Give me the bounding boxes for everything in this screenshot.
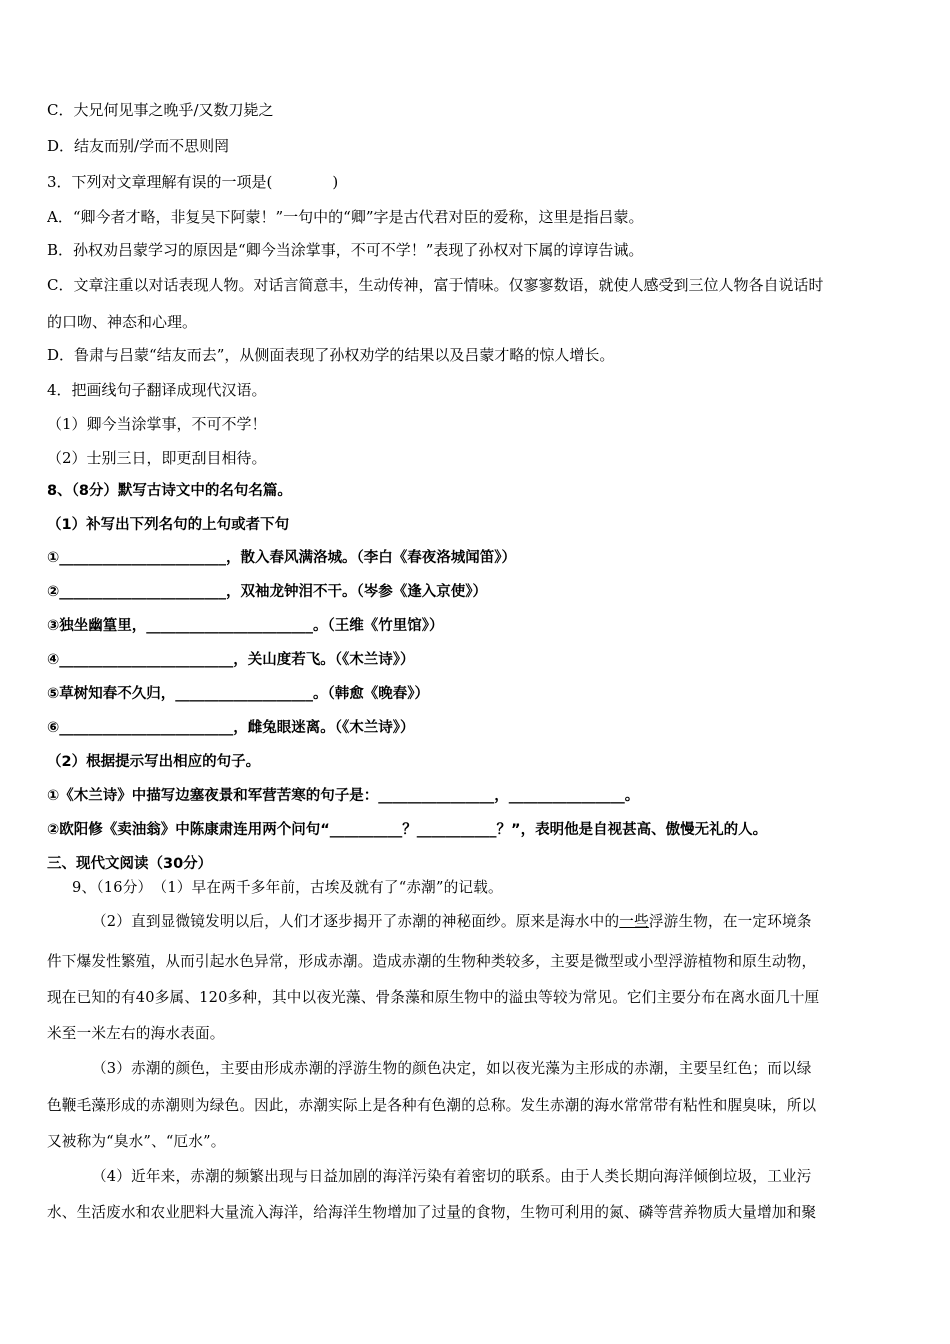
section-3-title: 三、现代文阅读（30分） xyxy=(47,856,213,872)
paragraph-3-line-3: 又被称为“臭水”、“厄水”。 xyxy=(47,1133,226,1150)
question-3-option-c-line2: 的口吻、神态和心理。 xyxy=(47,313,198,331)
question-3-option-c-line1: C．文章注重以对话表现人物。对话言简意丰，生动传神，富于情味。仅寥寥数语，就使人感受到三位人物各自说话时 xyxy=(47,276,824,294)
question-3-stem: 3．下列对文章理解有误的一项是( ) xyxy=(47,173,339,191)
question-9-head: 9、（16分） （1）早在两千多年前，古埃及就有了“赤潮”的记载。 xyxy=(72,879,503,896)
question-3-option-b: B．孙权劝吕蒙学习的原因是“卿今当涂掌事，不可不学！”表现了孙权对下属的谆谆告诫。 xyxy=(47,241,644,259)
fill-blank-line-1: ①_______________________，散入春风满洛城。（李白《春夜洛城闻笛》） xyxy=(47,550,517,566)
fill-blank-line-3: ③独坐幽篁里，_______________________。（王维《竹里馆》） xyxy=(47,618,444,634)
paragraph-2-line-4: 米至一米左右的海水表面。 xyxy=(47,1025,225,1042)
fill-blank-line-4: ④________________________，关山度若飞。（《木兰诗》） xyxy=(47,652,415,668)
paragraph-3-line-2: 色鞭毛藻形成的赤潮则为绿色。因此，赤潮实际上是各种有色潮的总称。发生赤潮的海水常常带有粘性和腥臭味，所以 xyxy=(47,1097,817,1114)
option-d-line: D．结友而别/学而不思则罔 xyxy=(47,137,230,155)
question-8-stem: 8、（8分）默写古诗文中的名句名篇。 xyxy=(47,483,292,499)
fill-blank-line-6: ⑥________________________，雌兔眼迷离。（《木兰诗》） xyxy=(47,720,415,736)
question-4-sentence-2: （2）士别三日，即更刮目相待。 xyxy=(47,449,267,467)
question-8-part-1: （1）补写出下列名句的上句或者下句 xyxy=(47,517,290,533)
paragraph-4-line-2: 水、生活废水和农业肥料大量流入海洋，给海洋生物增加了过量的食物，生物可利用的氮、磷等营养物质大量增加和聚 xyxy=(47,1204,817,1221)
paragraph-2-line-1-part-b: 浮游生物，在一定环境条 xyxy=(648,913,812,930)
question-3-option-a: A．“卿今者才略，非复吴下阿蒙！”一句中的“卿”字是古代君对臣的爱称，这里是指吕蒙。 xyxy=(47,208,644,226)
question-3-option-d: D．鲁肃与吕蒙“结友而去”，从侧面表现了孙权劝学的结果以及吕蒙才略的惊人增长。 xyxy=(47,346,615,364)
paragraph-3-line-1: （3）赤潮的颜色，主要由形成赤潮的浮游生物的颜色决定，如以夜光藻为主形成的赤潮，主要呈红色；而以绿 xyxy=(92,1060,812,1077)
paragraph-2-line-2: 件下爆发性繁殖，从而引起水色异常，形成赤潮。造成赤潮的生物种类较多，主要是微型或小型浮游植物和原生动物， xyxy=(47,953,817,970)
fill-blank-line-5: ⑤草树知春不久归，___________________。（韩愈《晚春》） xyxy=(47,686,430,702)
paragraph-4-line-1: （4）近年来，赤潮的频繁出现与日益加剧的海洋污染有着密切的联系。由于人类长期向海洋倾倒垃圾，工业污 xyxy=(92,1168,812,1185)
question-4-stem: 4．把画线句子翻译成现代汉语。 xyxy=(47,381,267,399)
option-c-line: C．大兄何见事之晚乎/又数刀毙之 xyxy=(47,101,274,119)
prompt-line-1: ①《木兰诗》中描写边塞夜景和军营苦寒的句子是：________________，________________。 xyxy=(47,788,640,804)
paragraph-2-line-3: 现在已知的有40多属、120多种，其中以夜光藻、骨条藻和原生物中的溢虫等较为常见。它们主要分布在离水面几十厘 xyxy=(47,989,820,1006)
paragraph-2-line-1-part-a: （2）直到显微镜发明以后，人们才逐步揭开了赤潮的神秘面纱。原来是海水中的 xyxy=(92,913,620,930)
fill-blank-line-2: ②_______________________，双袖龙钟泪不干。（岑参《逢入京使》） xyxy=(47,584,488,600)
underlined-phrase: 一些 xyxy=(619,913,649,930)
prompt-line-2: ②欧阳修《卖油翁》中陈康肃连用两个问句“__________？___________？”，表明他是自视甚高、傲慢无礼的人。 xyxy=(47,822,768,838)
paragraph-2-line-1 xyxy=(92,912,907,932)
question-4-sentence-1: （1）卿今当涂掌事，不可不学！ xyxy=(47,415,267,433)
question-8-part-2: （2）根据提示写出相应的句子。 xyxy=(47,754,261,770)
